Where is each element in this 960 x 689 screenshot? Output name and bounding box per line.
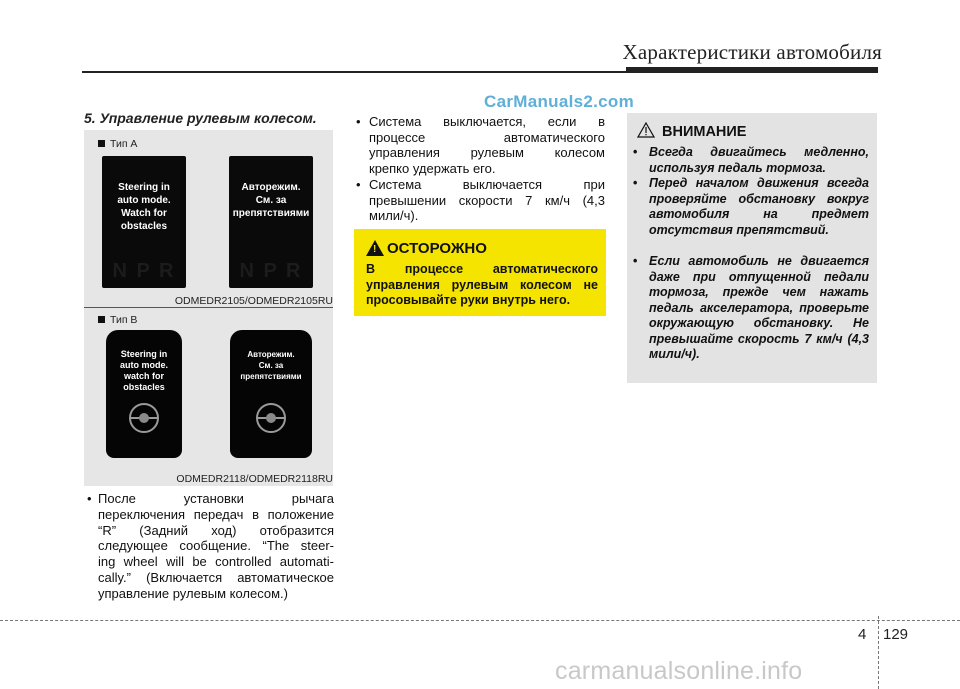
mid-b2-line-2: превышении скорости 7 км/ч (4,3	[369, 193, 605, 208]
figure-b-screen-en	[106, 330, 182, 458]
warning-triangle-icon: !	[366, 240, 384, 256]
figure-b	[84, 308, 333, 486]
left-line-6: cally.” (Включается автоматическое	[98, 570, 334, 585]
figure-b-screen-ru	[230, 330, 312, 458]
caution-box	[627, 113, 877, 383]
mid-bullet-2: •	[356, 177, 361, 192]
mid-b2-line-1: Система выключается при	[369, 177, 605, 192]
section-title: 5. Управление рулевым колесом.	[84, 110, 317, 126]
gear-indicator-icon: N P R	[112, 260, 176, 282]
warning-title: ОСТОРОЖНО	[387, 240, 487, 257]
figure-a-code: ODMEDR2105/ODMEDR2105RU	[174, 295, 333, 307]
caution-item	[633, 145, 869, 176]
mid-b1-line-1: Система выключается, если в	[369, 114, 605, 129]
screen-message-en: Steering in auto mode. watch for obstacles	[119, 349, 168, 392]
screen-message-en: Steering in auto mode. Watch for obstacles	[117, 182, 171, 232]
left-line-3: “R” (Задний ход) отобразится	[98, 523, 334, 538]
bullet-icon: •	[633, 254, 638, 268]
bullet-icon: •	[633, 145, 638, 159]
square-bullet-icon	[98, 316, 105, 323]
chapter-number: 4	[858, 626, 867, 643]
mid-bullet-1: •	[356, 114, 361, 129]
screen-message-ru: Авторежим. См. за препятствиями	[240, 350, 302, 381]
figure-b-code: ODMEDR2118/ODMEDR2118RU	[176, 473, 333, 485]
bullet-icon: •	[633, 176, 638, 190]
left-line-4: следующее сообщение. “The steer-	[98, 538, 334, 553]
screen-message-ru: Авторежим. См. за препятствиями	[232, 182, 310, 219]
mid-b1-line-2: процессе автоматического	[369, 130, 605, 145]
left-line-2: переключения передач в положение	[98, 507, 334, 522]
footer-dashed-line	[0, 620, 960, 621]
watermark-top[interactable]: CarManuals2.com	[484, 92, 634, 111]
mid-b1-line-4: крепко удержать его.	[369, 161, 496, 176]
figure-a	[84, 130, 333, 308]
page-number: 129	[883, 626, 909, 643]
left-line-5: ing wheel will be controlled automati-	[98, 554, 334, 569]
steering-wheel-icon	[256, 403, 286, 433]
left-line-7: управление рулевым колесом.)	[98, 586, 288, 601]
gear-indicator-icon: N P R	[239, 260, 303, 282]
header-rule-accent	[626, 67, 878, 72]
mid-b1-line-3: управления рулевым колесом	[369, 145, 605, 160]
figure-a-screen-en	[102, 156, 186, 288]
caution-item	[633, 254, 869, 363]
left-line-1: После установки рычага	[98, 491, 334, 506]
figure-a-label: Тип A	[98, 138, 137, 150]
figure-b-label: Тип B	[98, 314, 137, 326]
warning-text: В процессе автоматического управления рулевым колесом не просовывайте руки внутрь него.	[366, 262, 598, 307]
caution-item-text: Всегда двигайтесь медленно, используя педаль тормоза.	[649, 145, 869, 175]
mid-b2-line-3: мили/ч).	[369, 208, 419, 223]
caution-title: ВНИМАНИЕ	[662, 124, 747, 140]
caution-item-text: Если автомобиль не двигается даже при отпущенной педали тормоза, прежде чем нажать педаль акселератора, проверьте окружающую обстановку. Не превышайте скорость 7 км/ч (4,3 мили/ч).	[649, 254, 869, 361]
square-bullet-icon	[98, 140, 105, 147]
caution-item	[633, 176, 869, 238]
header-title: Характеристики автомобиля	[622, 40, 882, 64]
footer-dashed-divider	[878, 616, 879, 689]
figure-a-screen-ru	[229, 156, 313, 288]
caution-item-text: Перед началом движения всегда проверяйте обстановку вокруг автомобиля на предмет отсутствия препятствий.	[649, 176, 869, 237]
warning-box	[354, 229, 606, 316]
left-bullet: •	[87, 491, 92, 506]
caution-triangle-icon	[637, 122, 655, 138]
steering-wheel-icon	[129, 403, 159, 433]
watermark-bottom[interactable]: carmanualsonline.info	[555, 657, 803, 685]
